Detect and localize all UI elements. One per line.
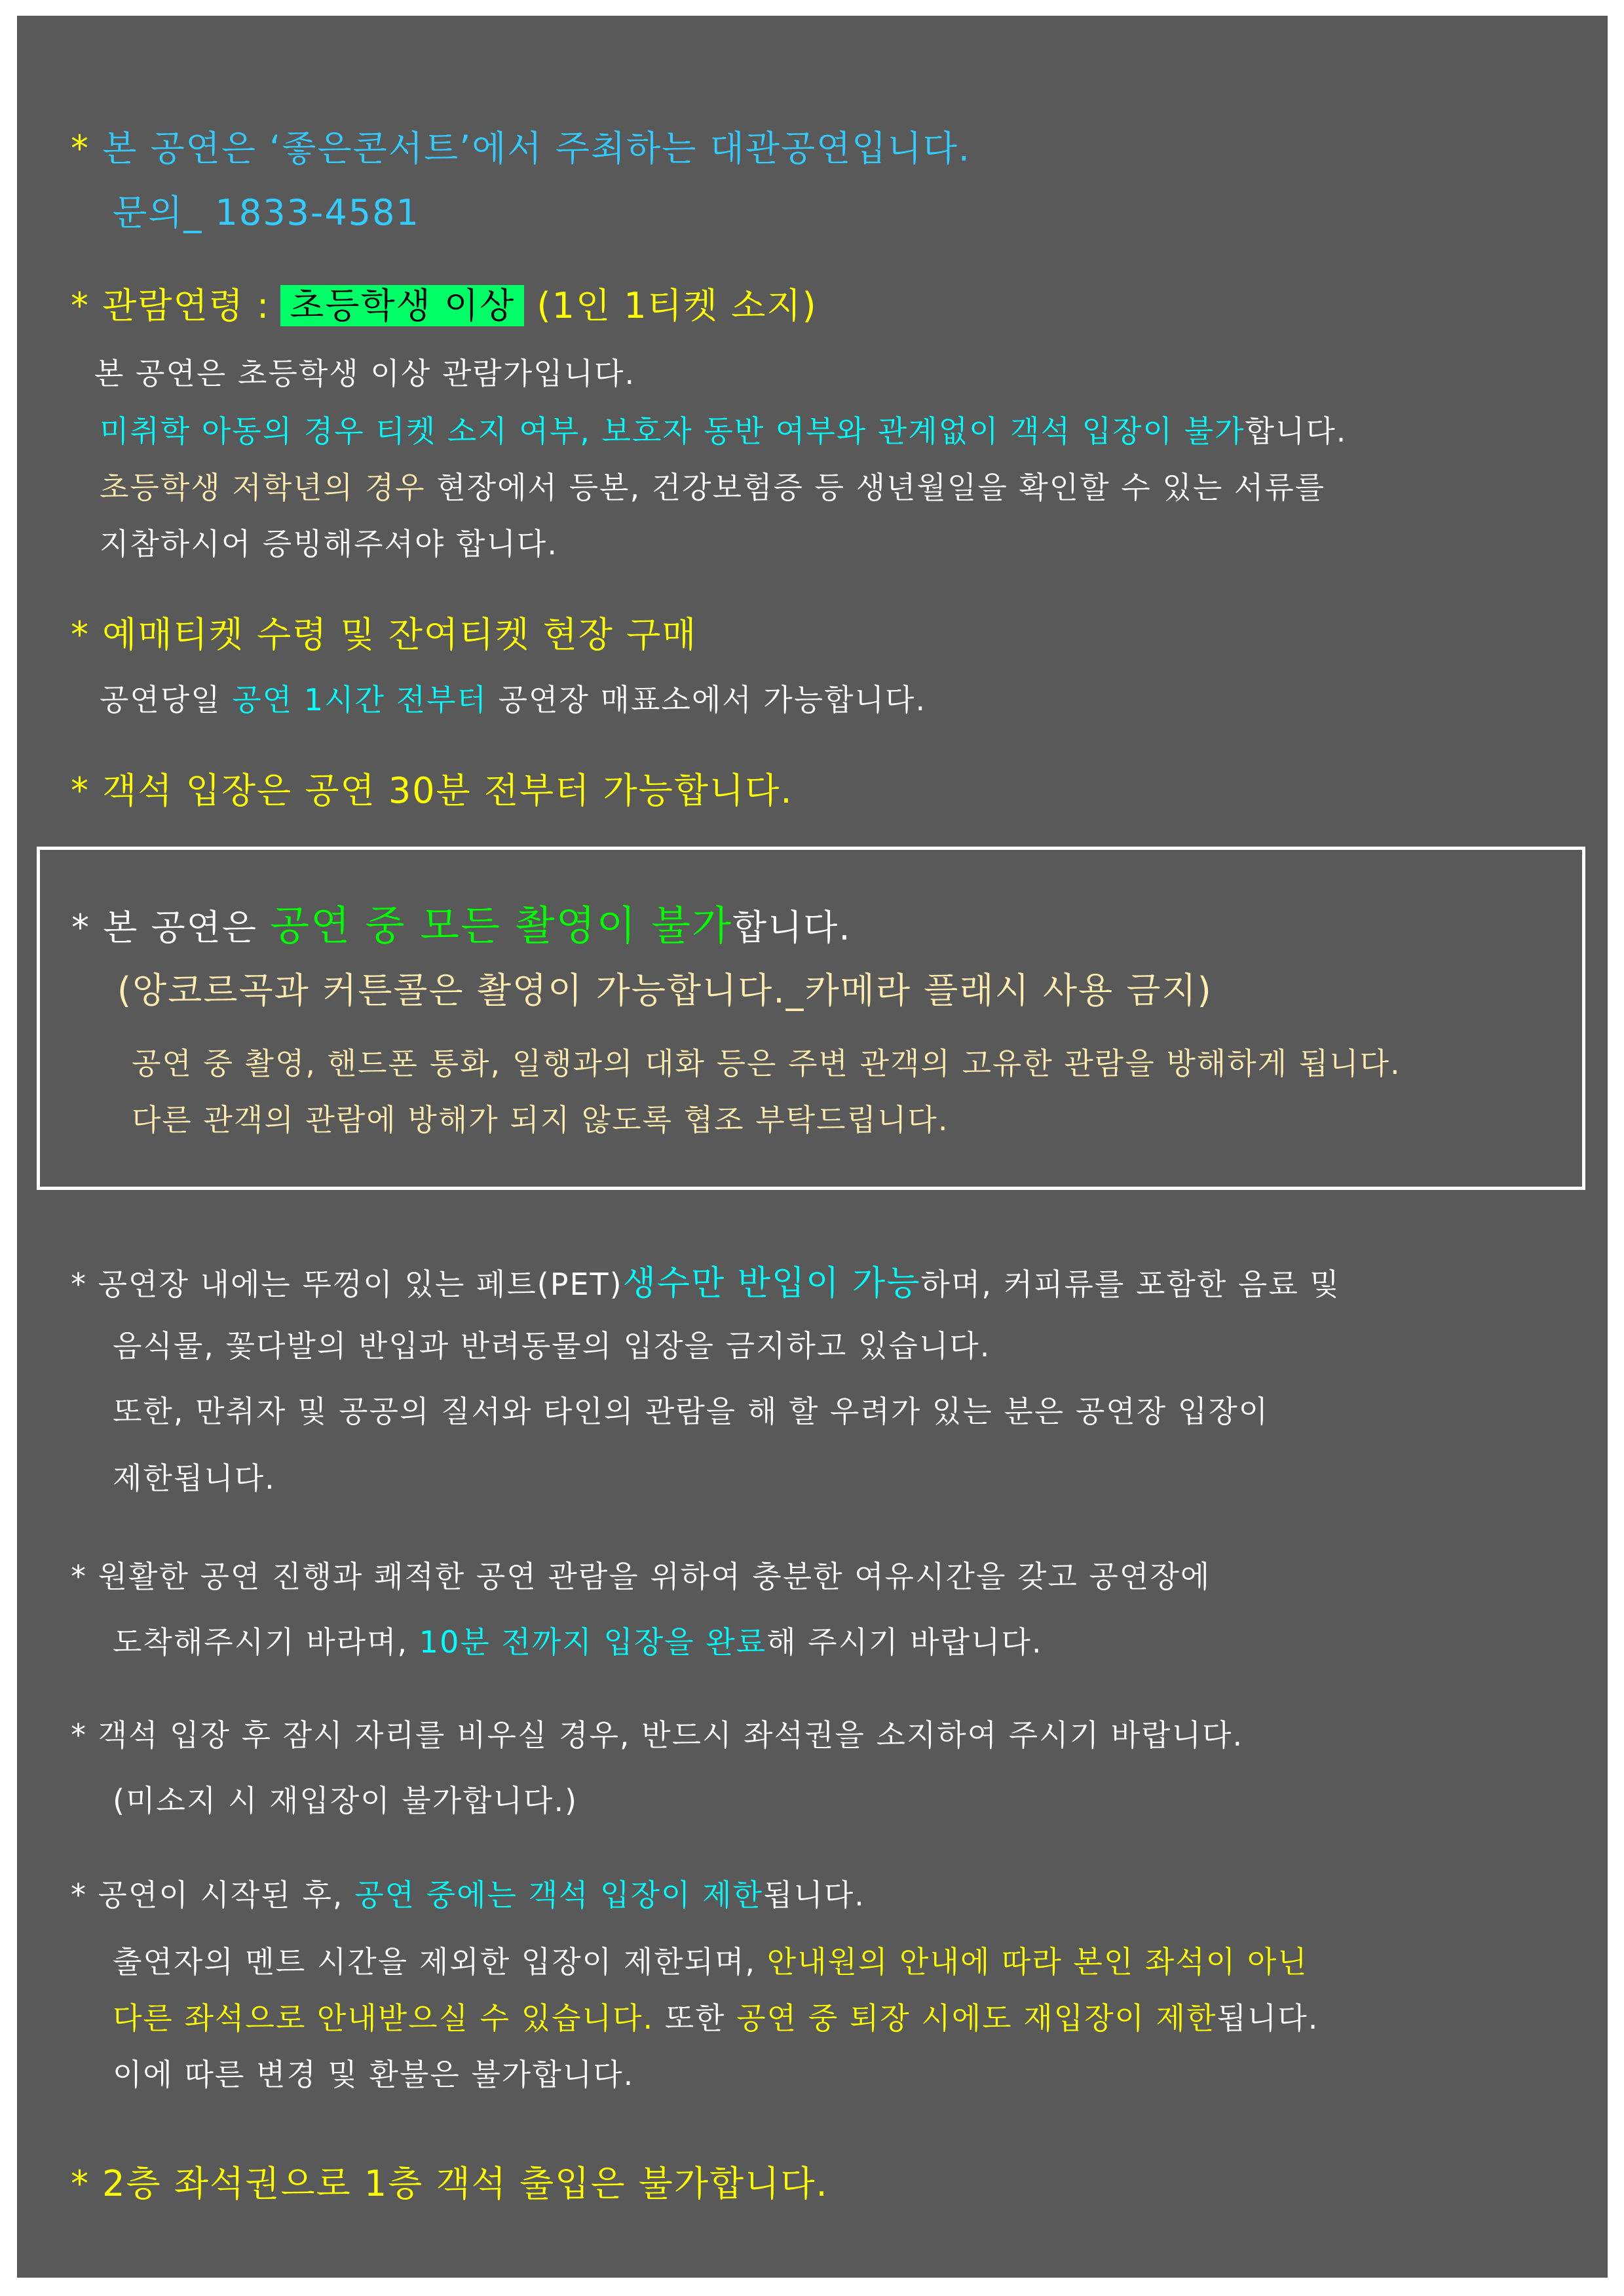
- late-entry-line-2: [113, 1938, 1308, 1981]
- floor-access-heading: [71, 2156, 829, 2206]
- food-line-4: 제한됩니다.: [113, 1461, 276, 1496]
- bullet-asterisk: *: [71, 1267, 87, 1302]
- late-entry-2a: 출연자의 멘트 시간을 제외한 입장이 제한되며,: [113, 1944, 767, 1980]
- other-seat-note: 다른 좌석으로 안내받으실 수 있습니다.: [113, 2000, 654, 2036]
- food-line-2: 음식물, 꽃다발의 반입과 반려동물의 입장을 금지하고 있습니다.: [113, 1328, 991, 1364]
- late-entry-line-3: [113, 1995, 1319, 2038]
- bullet-asterisk: *: [71, 1717, 87, 1753]
- entry-time-title: 객석 입장은 공연 30분 전부터 가능합니다.: [102, 770, 793, 811]
- age-limit-highlight: 초등학생 이상: [280, 285, 524, 326]
- reentry-text: 객석 입장 후 잠시 자리를 비우실 경우, 반드시 좌석권을 소지하여 주시기 바랍니다.: [98, 1717, 1244, 1753]
- disturbance-note: 공연 중 촬영, 핸드폰 통화, 일행과의 대화 등은 주변 관객의 고유한 관람을 방해하게 됩니다.: [132, 1046, 1401, 1081]
- age-line-2: [100, 408, 1347, 451]
- late-entry-3d: 됩니다.: [1217, 2000, 1319, 2036]
- photo-ban-line: [71, 893, 852, 951]
- photo-ban-c: 합니다.: [732, 907, 852, 948]
- late-entry-highlight: 공연 중에는 객석 입장이 제한: [354, 1877, 763, 1913]
- lower-grade-label: 초등학생 저학년의 경우: [100, 470, 426, 505]
- age-limit-heading: [71, 278, 818, 328]
- arrival-c: 해 주시기 바랍니다.: [766, 1624, 1043, 1660]
- bullet-asterisk: *: [71, 614, 90, 655]
- usher-guidance: 안내원의 안내에 따라 본인 좌석이 아닌: [766, 1944, 1308, 1980]
- inquiry-phone: 문의_ 1833-4581: [113, 192, 420, 233]
- ticket-pickup-title: 예매티켓 수령 및 잔여티켓 현장 구매: [102, 614, 698, 655]
- late-entry-a: 공연이 시작된 후,: [98, 1877, 355, 1913]
- late-entry-line-1: [71, 1871, 865, 1915]
- photo-notice-box: [37, 847, 1585, 1190]
- ticket-pickup-heading: [71, 607, 697, 657]
- water-only-highlight: 생수만 반입이 가능: [622, 1264, 921, 1303]
- food-a: 공연장 내에는 뚜껑이 있는 페트(PET): [98, 1267, 623, 1302]
- arrival-deadline: 10분 전까지 입장을 완료: [419, 1624, 767, 1660]
- arrival-line-1: [71, 1553, 1211, 1596]
- organizer-notice: [71, 121, 971, 171]
- ticket-pickup-c: 공연장 매표소에서 가능합니다.: [487, 682, 927, 718]
- photo-ban-highlight: 공연 중 모든 촬영이 불가: [270, 902, 732, 949]
- age-limit-ticket: (1인 1티켓 소지): [537, 285, 818, 326]
- entry-time-heading: [71, 763, 793, 813]
- ticket-pickup-line: [100, 676, 926, 719]
- reentry-line-1: [71, 1712, 1243, 1755]
- age-line-1: 본 공연은 초등학생 이상 관람가입니다.: [94, 356, 636, 391]
- organizer-text: 본 공연은 ‘좋은콘서트’에서 주최하는 대관공연입니다.: [102, 128, 971, 169]
- food-line-3: 또한, 만취자 및 공공의 질서와 타인의 관람을 해 할 우려가 있는 분은 공연장 입장이: [113, 1394, 1270, 1429]
- food-c: 하며, 커피류를 포함한 음료 및: [920, 1267, 1340, 1302]
- floor-access-title: 2층 좌석권으로 1층 객석 출입은 불가합니다.: [102, 2163, 829, 2204]
- curtain-call-note: (앙코르곡과 커튼콜은 촬영이 가능합니다._카메라 플래시 사용 금지): [117, 970, 1213, 1011]
- photo-ban-a: 본 공연은: [103, 907, 271, 948]
- bullet-asterisk: *: [71, 2163, 90, 2204]
- ticket-pickup-time: 공연 1시간 전부터: [232, 682, 487, 718]
- reentry-line-2: (미소지 시 재입장이 불가합니다.): [113, 1783, 578, 1818]
- bullet-asterisk: *: [71, 1877, 87, 1913]
- arrival-a: 도착해주시기 바라며,: [113, 1624, 419, 1660]
- arrival-text: 원활한 공연 진행과 쾌적한 공연 관람을 위하여 충분한 여유시간을 갖고 공연장에: [98, 1559, 1211, 1594]
- age-limit-label: 관람연령 :: [102, 285, 271, 326]
- food-line-1: [71, 1255, 1340, 1305]
- lower-grade-rule: 현장에서 등본, 건강보험증 등 생년월일을 확인할 수 있는 서류를: [425, 470, 1326, 505]
- bullet-asterisk: *: [71, 128, 90, 169]
- late-entry-3b: 또한: [654, 2000, 737, 2036]
- exit-no-reentry: 공연 중 퇴장 시에도 재입장이 제한: [736, 2000, 1217, 2036]
- notice-page: [17, 16, 1608, 2278]
- bullet-asterisk: *: [71, 285, 90, 326]
- ticket-pickup-a: 공연당일: [100, 682, 233, 718]
- age-line-3: [100, 464, 1325, 507]
- age-line-4: 지참하시어 증빙해주셔야 합니다.: [100, 526, 558, 562]
- preschool-rule-end: 합니다.: [1245, 413, 1348, 449]
- preschool-rule: 미취학 아동의 경우 티켓 소지 여부, 보호자 동반 여부와 관계없이 객석 입장이 불가: [100, 413, 1245, 449]
- cooperation-note: 다른 관객의 관람에 방해가 되지 않도록 협조 부탁드립니다.: [132, 1102, 949, 1138]
- bullet-asterisk: *: [71, 907, 90, 948]
- bullet-asterisk: *: [71, 770, 90, 811]
- late-entry-line-4: 이에 따른 변경 및 환불은 불가합니다.: [113, 2057, 635, 2092]
- arrival-line-2: [113, 1618, 1042, 1662]
- late-entry-c: 됩니다.: [763, 1877, 865, 1913]
- bullet-asterisk: *: [71, 1559, 87, 1594]
